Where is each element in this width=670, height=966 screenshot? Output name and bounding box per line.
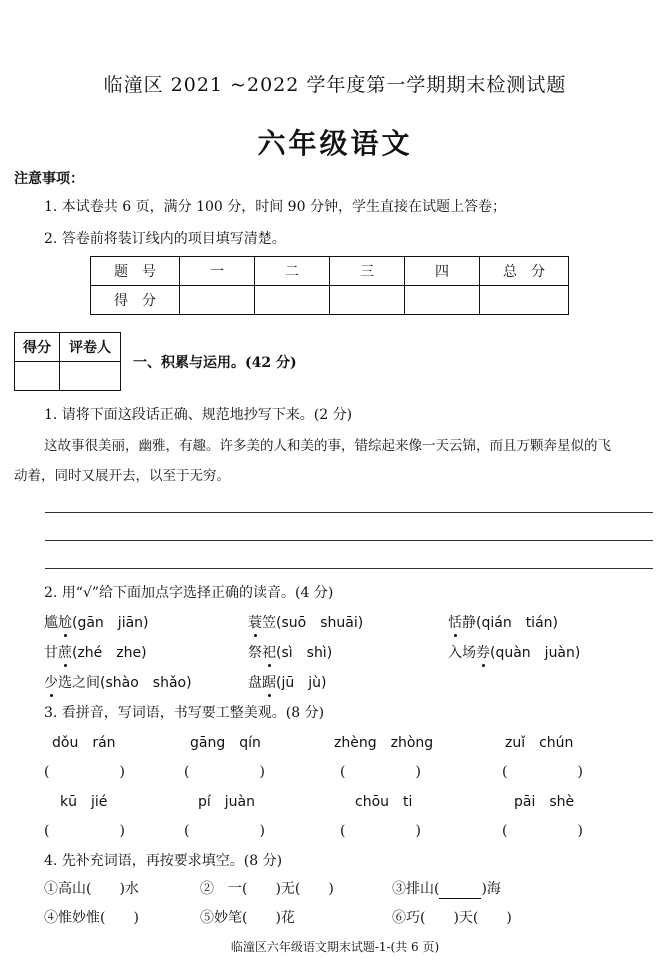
score-cell[interactable] <box>330 286 405 315</box>
score-cell[interactable] <box>180 286 255 315</box>
subject-title: 六年级语文 <box>257 127 413 160</box>
q2-item-pre: 祭 <box>248 645 262 661</box>
q2-item-post: 静 <box>462 615 476 631</box>
q2-item[interactable] <box>44 642 147 662</box>
q2-pinyin-options: (shào shǎo) <box>100 675 192 691</box>
score-row-label: 得 分 <box>91 286 180 315</box>
grader-score-label: 得分 <box>15 333 60 362</box>
dotted-char: 尬 <box>58 612 72 632</box>
q2-pinyin-options: (suō shuāi) <box>276 615 364 631</box>
dotted-char: 少 <box>44 672 58 692</box>
q3-pinyin: chōu ti <box>355 794 413 810</box>
q2-item[interactable] <box>44 612 149 632</box>
q3-answer-bracket[interactable]: ( ) <box>44 764 125 780</box>
q3-pinyin: kū jié <box>60 794 108 810</box>
grader-name-cell[interactable] <box>60 362 121 391</box>
q2-item[interactable] <box>44 672 192 692</box>
score-header-cell: 二 <box>255 257 330 286</box>
score-cell[interactable] <box>405 286 480 315</box>
q4-item-4[interactable]: ④惟妙惟( ) <box>44 910 139 926</box>
answer-line[interactable] <box>45 540 653 541</box>
q2-item-pre: 甘 <box>44 645 58 661</box>
q2-item-pre: 尴 <box>44 615 58 631</box>
q3-answer-bracket[interactable]: ( ) <box>340 764 421 780</box>
q2-item-post: 笠 <box>262 615 276 631</box>
q3-answer-bracket[interactable]: ( ) <box>44 823 125 839</box>
q4-item-6[interactable]: ⑥巧( )天( ) <box>392 910 512 926</box>
q2-item[interactable] <box>248 672 326 692</box>
q3-answer-bracket[interactable]: ( ) <box>502 823 583 839</box>
score-cell[interactable] <box>480 286 569 315</box>
notes-heading: 注意事项： <box>14 171 84 187</box>
dotted-char: 恬 <box>448 612 462 632</box>
score-header-cell: 三 <box>330 257 405 286</box>
q3-pinyin: pāi shè <box>514 794 575 810</box>
q2-item-post: 选之间 <box>58 675 100 691</box>
q3-answer-bracket[interactable]: ( ) <box>184 764 265 780</box>
grader-name-label: 评卷人 <box>60 333 121 362</box>
score-cell[interactable] <box>255 286 330 315</box>
q2-pinyin-options: (sì shì) <box>276 645 333 661</box>
q2-prompt: 2. 用“√”给下面加点字选择正确的读音。(4 分) <box>44 585 334 601</box>
q2-pinyin-options: (gān jiān) <box>72 615 149 631</box>
score-header-cell: 题 号 <box>91 257 180 286</box>
q4-item-2[interactable]: ② 一( )无( ) <box>200 881 334 897</box>
grader-box <box>14 332 121 391</box>
q1-passage-line-1: 这故事很美丽，幽雅，有趣。许多美的人和美的事，错综起来像一天云锦，而且万颗奔星似的飞 <box>44 438 611 454</box>
score-table-header-row <box>91 257 569 286</box>
note-item-2: 2. 答卷前将装订线内的项目填写清楚。 <box>44 231 286 247</box>
q3-answer-bracket[interactable]: ( ) <box>502 764 583 780</box>
dotted-char: 踞 <box>262 672 276 692</box>
q2-item-pre: 入场 <box>448 645 476 661</box>
note-item-1: 1. 本试卷共 6 页，满分 100 分，时间 90 分钟，学生直接在试题上答卷； <box>44 199 506 215</box>
q4-item-5[interactable]: ⑤妙笔( )花 <box>200 910 295 926</box>
section-1-title: 一、积累与运用。(42 分) <box>133 355 297 371</box>
q4-item-3[interactable] <box>392 878 501 899</box>
q1-passage-line-2: 动着，同时又展开去，以至于无穷。 <box>14 468 230 484</box>
q4-item-3-post: )海 <box>481 881 501 897</box>
q2-item-pre: 盘 <box>248 675 262 691</box>
q2-pinyin-options: (zhé zhe) <box>72 645 147 661</box>
q3-pinyin: zhèng zhòng <box>334 735 434 751</box>
q2-pinyin-options: (jū jù) <box>276 675 327 691</box>
q1-prompt: 1. 请将下面这段话正确、规范地抄写下来。(2 分) <box>44 407 353 423</box>
page-footer: 临潼区六年级语文期末试题-1-(共 6 页) <box>230 940 440 954</box>
q3-pinyin: dǒu rán <box>52 735 116 751</box>
score-header-cell: 总 分 <box>480 257 569 286</box>
q4-item-3-pre: ③排山( <box>392 881 440 897</box>
q3-pinyin: gāng qín <box>190 735 261 751</box>
q3-answer-bracket[interactable]: ( ) <box>184 823 265 839</box>
answer-line[interactable] <box>45 568 653 569</box>
q3-prompt: 3. 看拼音，写词语，书写要工整美观。(8 分) <box>44 705 325 721</box>
q3-pinyin: pí juàn <box>198 794 255 810</box>
q4-prompt: 4. 先补充词语，再按要求填空。(8 分) <box>44 853 283 869</box>
exam-title: 临潼区 2021 ~2022 学年度第一学期期末检测试题 <box>103 74 567 96</box>
q2-pinyin-options: (qián tián) <box>476 615 558 631</box>
q3-answer-bracket[interactable]: ( ) <box>340 823 421 839</box>
dotted-char: 蓑 <box>248 612 262 632</box>
q2-item[interactable] <box>248 612 363 632</box>
score-table-score-row <box>91 286 569 315</box>
q2-item[interactable] <box>448 642 580 662</box>
score-header-cell: 一 <box>180 257 255 286</box>
q2-pinyin-options: (quàn juàn) <box>490 645 581 661</box>
score-header-cell: 四 <box>405 257 480 286</box>
dotted-char: 祀 <box>262 642 276 662</box>
grader-score-cell[interactable] <box>15 362 60 391</box>
q3-pinyin: zuǐ chún <box>505 735 574 751</box>
dotted-char: 券 <box>476 642 490 662</box>
dotted-char: 蔗 <box>58 642 72 662</box>
q4-item-1[interactable]: ①高山( )水 <box>44 881 139 897</box>
q2-item[interactable] <box>448 612 558 632</box>
q4-item-3-blank[interactable] <box>439 878 481 899</box>
answer-line[interactable] <box>45 512 653 513</box>
q2-item[interactable] <box>248 642 332 662</box>
score-table <box>90 256 569 315</box>
